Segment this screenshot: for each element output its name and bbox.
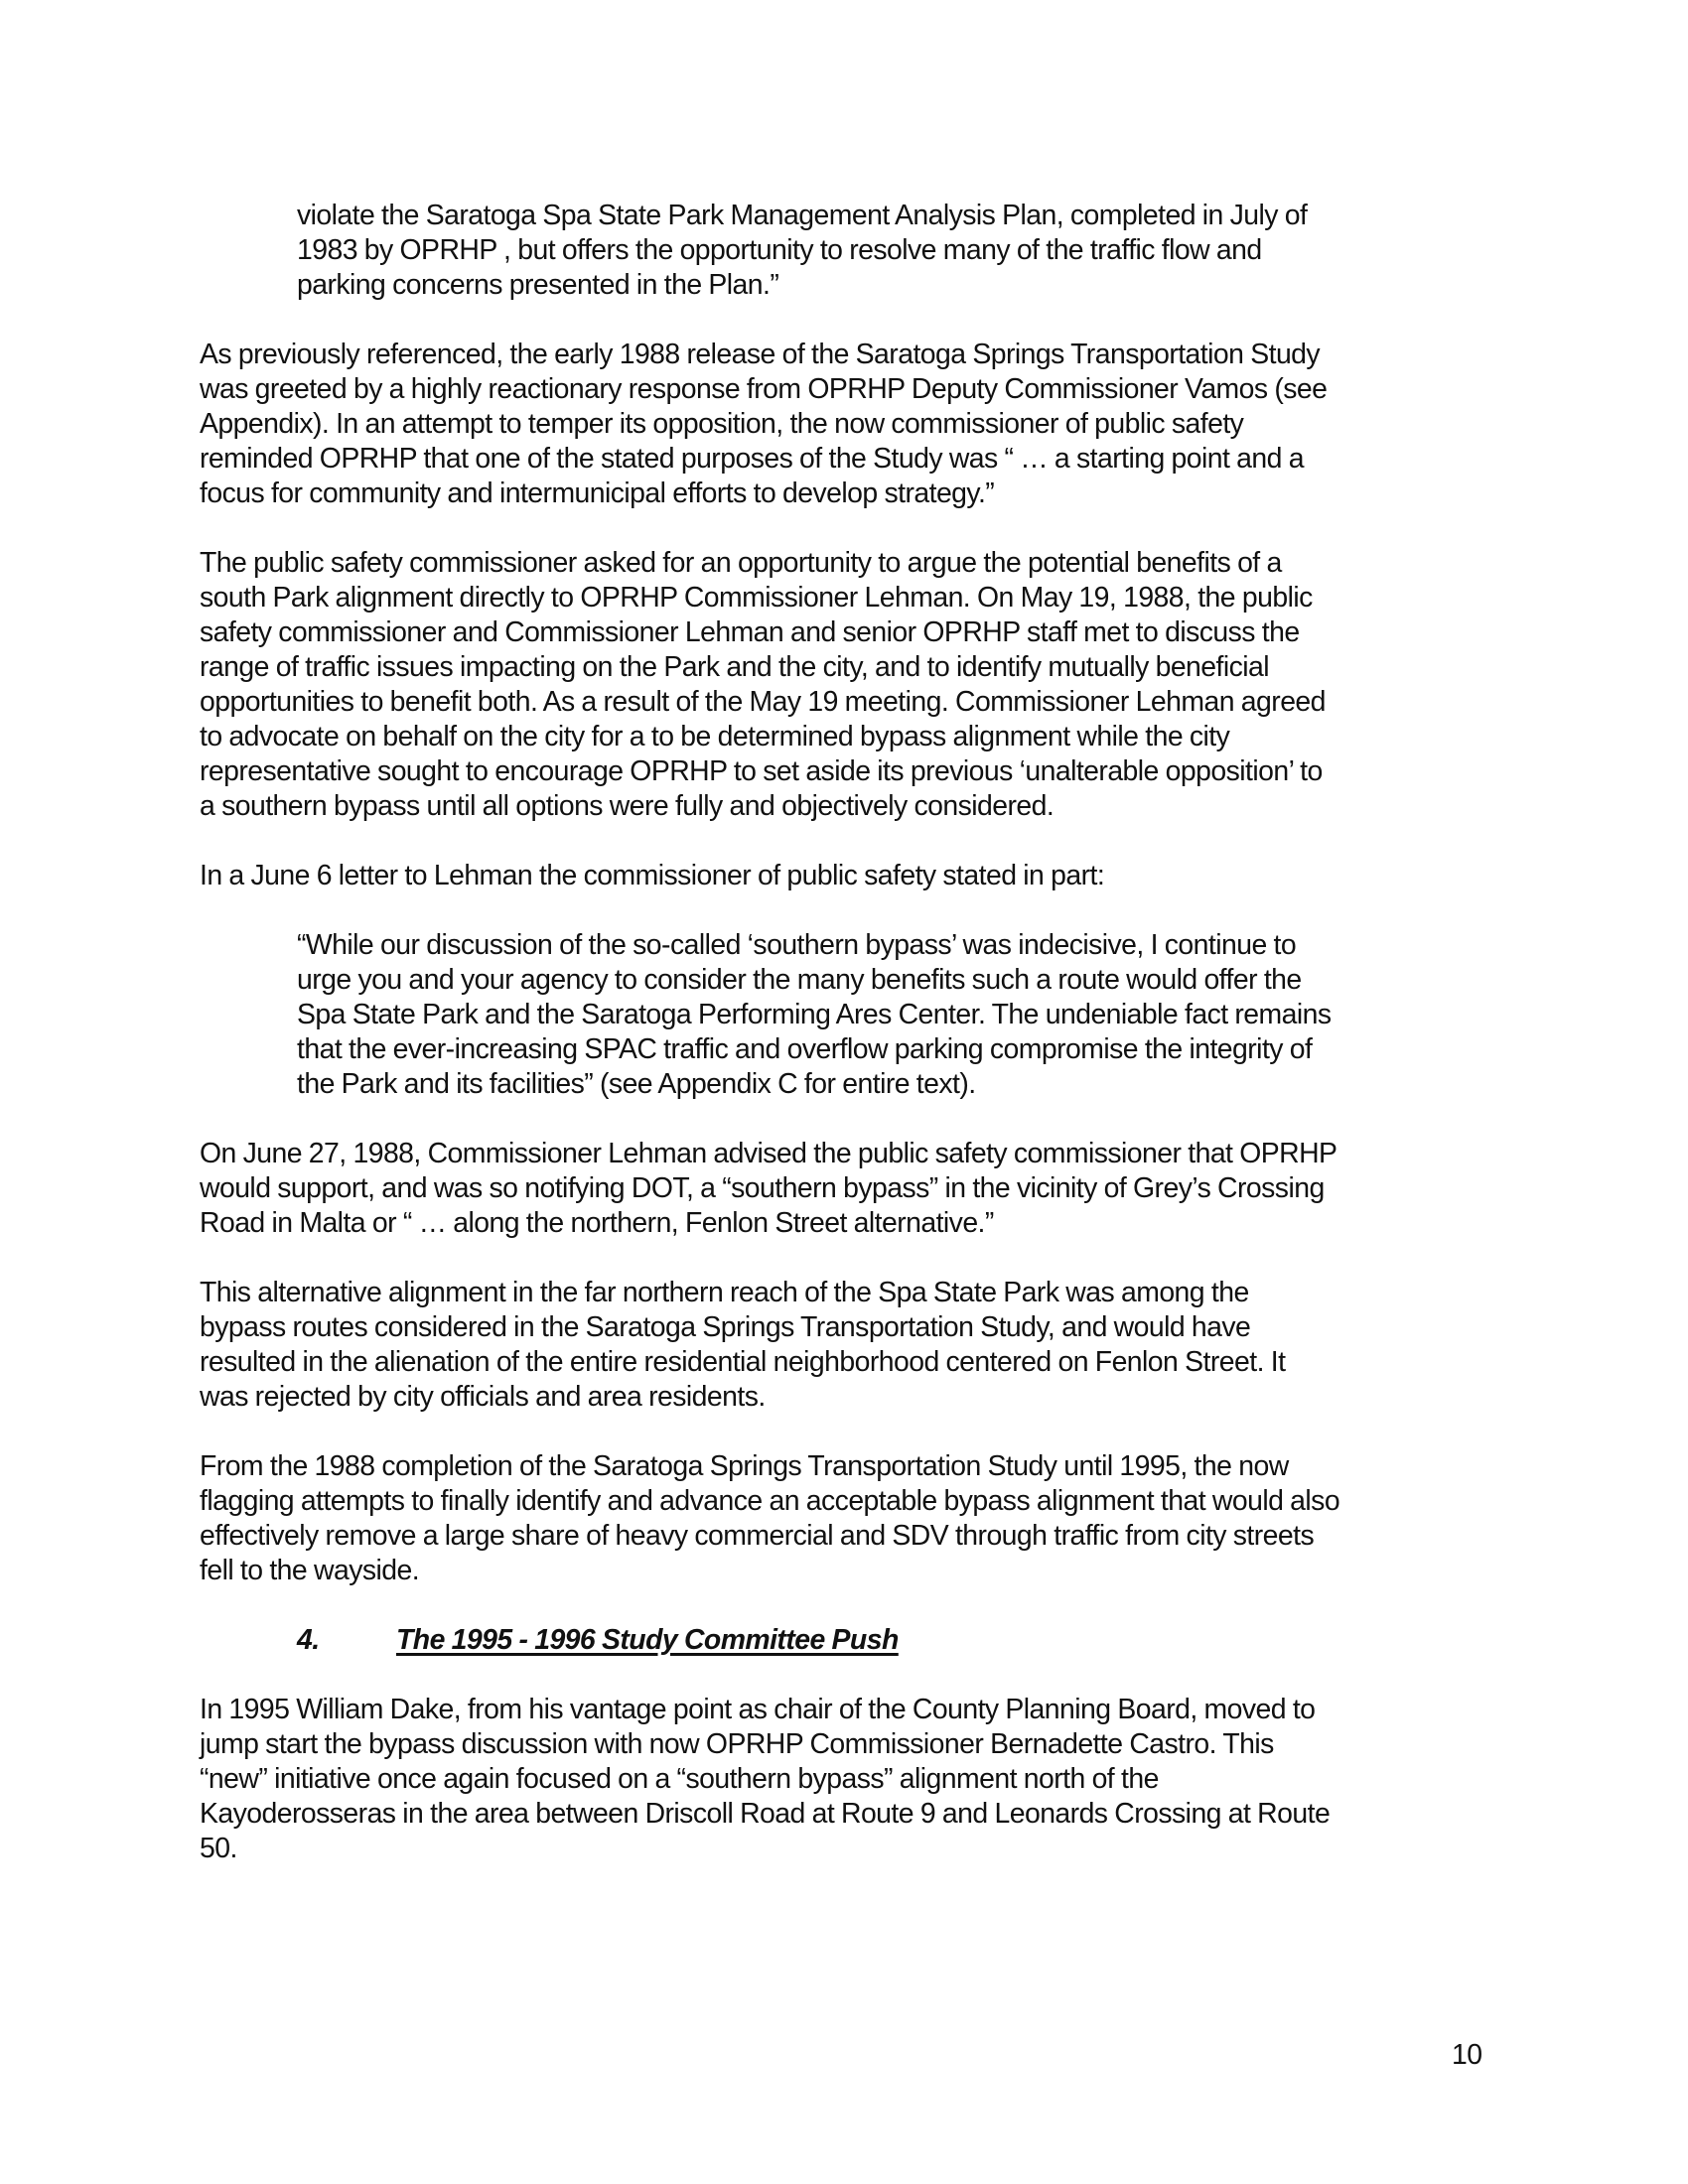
text-line: representative sought to encourage OPRHP to set aside its previous ‘unalterable opposition’ to <box>200 755 1323 787</box>
section-heading <box>297 1623 1500 1658</box>
paragraph-may-19-meeting <box>200 546 1500 824</box>
text-line: safety commissioner and Commissioner Lehman and senior OPRHP staff met to discuss the <box>200 616 1300 648</box>
text-line: range of traffic issues impacting on the Park and the city, and to identify mutually beneficial <box>200 651 1270 683</box>
text-line: that the ever-increasing SPAC traffic and overflow parking compromise the integrity of <box>297 1033 1313 1065</box>
text-line: parking concerns presented in the Plan.” <box>297 269 779 301</box>
page-content <box>200 199 1500 1901</box>
text-line: was rejected by city officials and area residents. <box>200 1381 766 1413</box>
text-line: From the 1988 completion of the Saratoga Springs Transportation Study until 1995, the now <box>200 1450 1289 1482</box>
text-line: The public safety commissioner asked for an opportunity to argue the potential benefits of a <box>200 547 1282 579</box>
text-line: violate the Saratoga Spa State Park Management Analysis Plan, completed in July of <box>297 200 1308 231</box>
text-line: focus for community and intermunicipal efforts to develop strategy.” <box>200 478 995 509</box>
text-line: to advocate on behalf on the city for a to be determined bypass alignment while the city <box>200 721 1230 752</box>
text-line: “While our discussion of the so-called ‘southern bypass’ was indecisive, I continue to <box>297 929 1297 961</box>
text-line: urge you and your agency to consider the many benefits such a route would offer the <box>297 964 1302 996</box>
text-line: a southern bypass until all options were fully and objectively considered. <box>200 790 1055 822</box>
text-line: effectively remove a large share of heavy commercial and SDV through traffic from city streets <box>200 1520 1315 1552</box>
paragraph-fenlon-street-alternative <box>200 1276 1500 1415</box>
text-line: Kayoderosseras in the area between Driscoll Road at Route 9 and Leonards Crossing at Route <box>200 1798 1331 1830</box>
text-line: the Park and its facilities” (see Appendix C for entire text). <box>297 1068 976 1100</box>
paragraph-june-27-1988 <box>200 1137 1500 1241</box>
text-line: fell to the wayside. <box>200 1555 420 1586</box>
text-line: reminded OPRHP that one of the stated purposes of the Study was “ … a starting point and a <box>200 443 1304 475</box>
text-line: “new” initiative once again focused on a “southern bypass” alignment north of the <box>200 1763 1159 1795</box>
text-line: 1983 by OPRHP , but offers the opportunity to resolve many of the traffic flow and <box>297 234 1262 266</box>
text-line: 50. <box>200 1833 237 1864</box>
text-line: south Park alignment directly to OPRHP Commissioner Lehman. On May 19, 1988, the public <box>200 582 1313 614</box>
text-line: As previously referenced, the early 1988 release of the Saratoga Springs Transportation Study <box>200 339 1321 370</box>
section-title: The 1995 - 1996 Study Committee Push <box>396 1624 899 1656</box>
text-line: bypass routes considered in the Saratoga Springs Transportation Study, and would have <box>200 1311 1251 1343</box>
text-line: On June 27, 1988, Commissioner Lehman advised the public safety commissioner that OPRHP <box>200 1138 1337 1169</box>
text-line: Road in Malta or “ … along the northern, Fenlon Street alternative.” <box>200 1207 994 1239</box>
text-line: Spa State Park and the Saratoga Performing Ares Center. The undeniable fact remains <box>297 999 1332 1030</box>
paragraph-june-6-letter-intro <box>200 859 1500 893</box>
paragraph-1995-william-dake <box>200 1693 1500 1866</box>
text-line: flagging attempts to finally identify and advance an acceptable bypass alignment that would also <box>200 1485 1340 1517</box>
text-line: resulted in the alienation of the entire residential neighborhood centered on Fenlon Street. It <box>200 1346 1286 1378</box>
paragraph-early-1988-release <box>200 338 1500 511</box>
text-line: was greeted by a highly reactionary response from OPRHP Deputy Commissioner Vamos (see <box>200 373 1328 405</box>
text-line: jump start the bypass discussion with now OPRHP Commissioner Bernadette Castro. This <box>200 1728 1274 1760</box>
text-line: In a June 6 letter to Lehman the commissioner of public safety stated in part: <box>200 860 1105 891</box>
section-number: 4. <box>297 1624 320 1656</box>
text-line: In 1995 William Dake, from his vantage point as chair of the County Planning Board, moved to <box>200 1694 1316 1725</box>
page-number: 10 <box>1452 2039 1482 2071</box>
text-line: This alternative alignment in the far northern reach of the Spa State Park was among the <box>200 1277 1249 1308</box>
paragraph-1988-to-1995 <box>200 1449 1500 1588</box>
block-quote-june-6-letter <box>297 928 1500 1102</box>
text-line: would support, and was so notifying DOT, a “southern bypass” in the vicinity of Grey’s Crossing <box>200 1172 1325 1204</box>
text-line: Appendix). In an attempt to temper its opposition, the now commissioner of public safety <box>200 408 1244 440</box>
text-line: opportunities to benefit both. As a result of the May 19 meeting. Commissioner Lehman agreed <box>200 686 1326 718</box>
block-quote-plan <box>297 199 1500 303</box>
